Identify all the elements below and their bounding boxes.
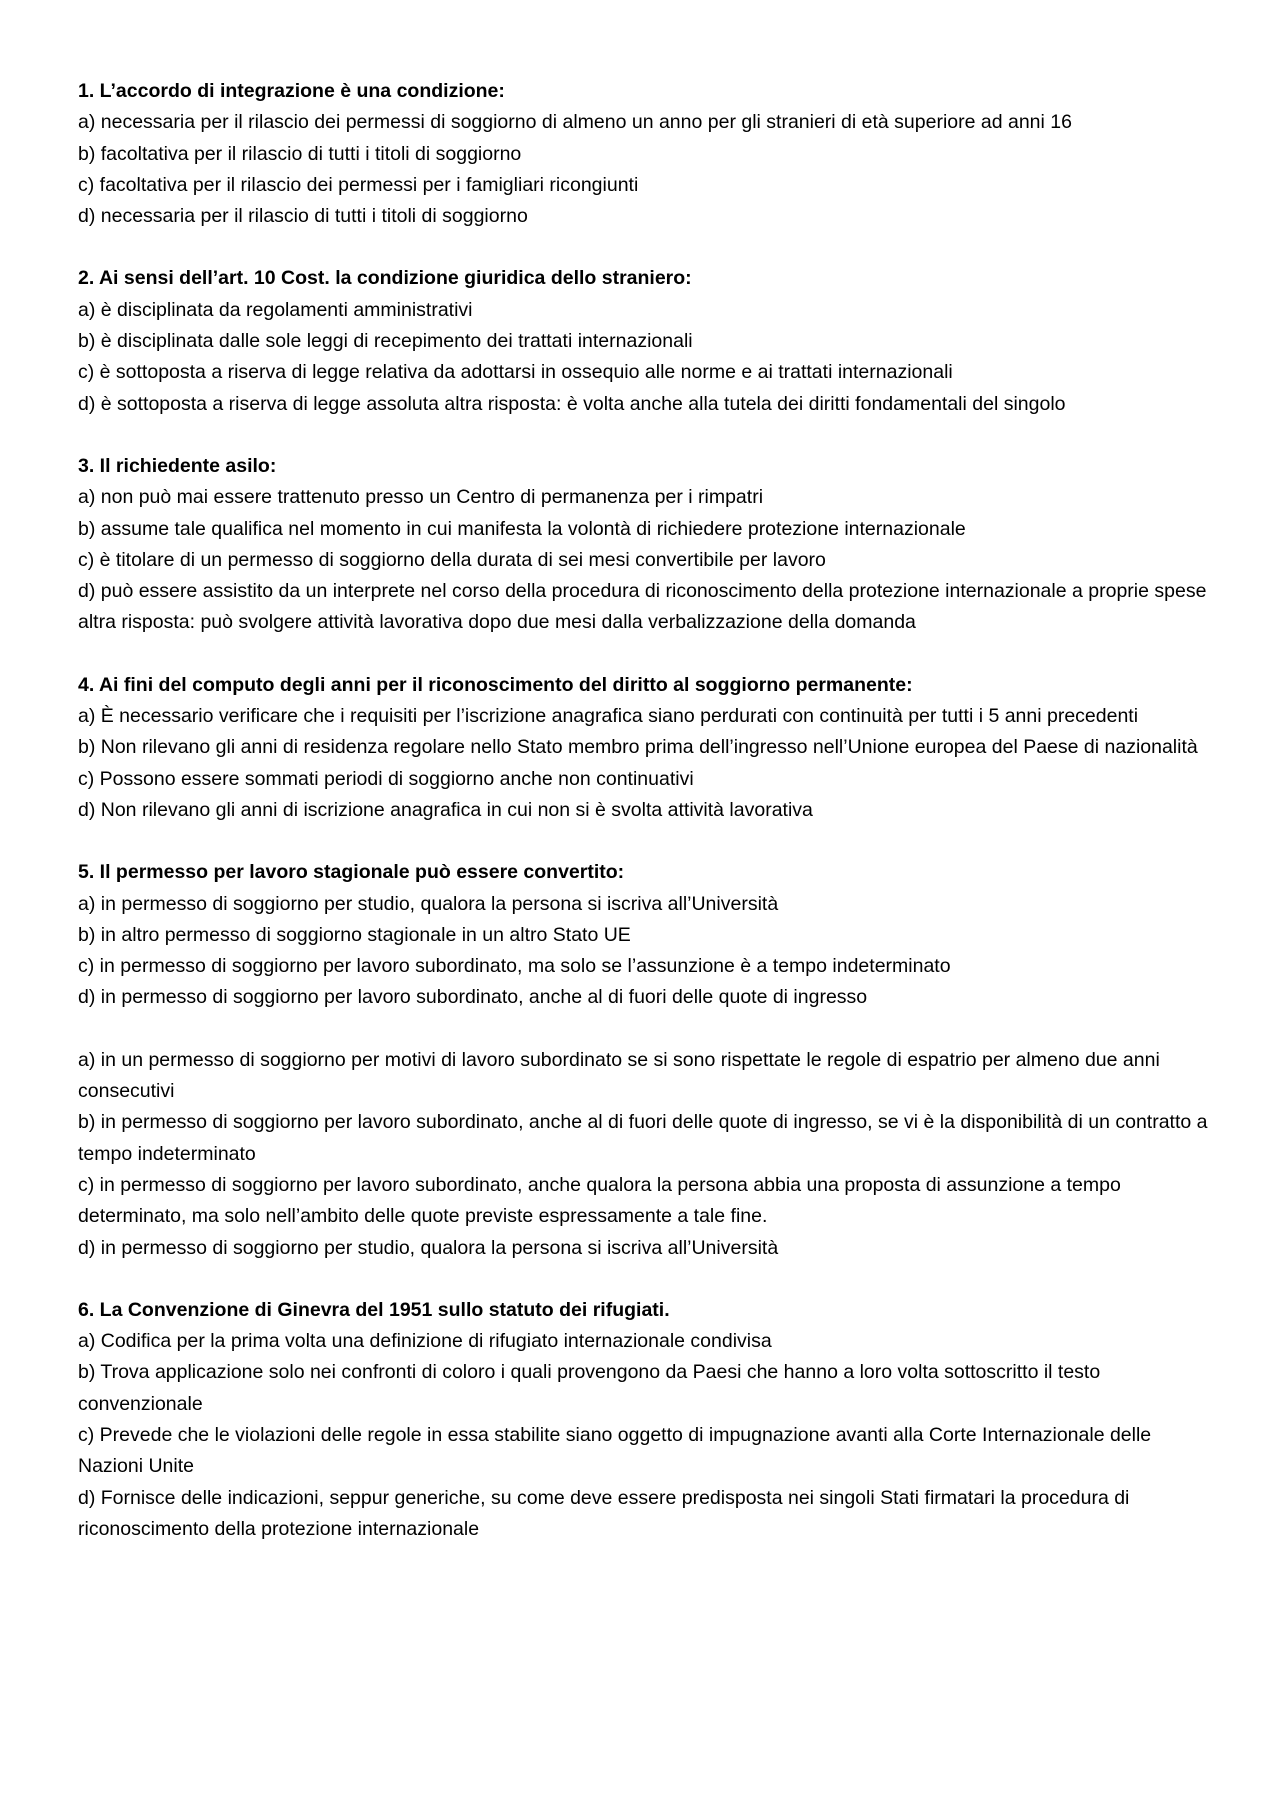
option-b: b) è disciplinata dalle sole leggi di recepimento dei trattati internazionali <box>78 330 693 353</box>
question-title: 3. Il richiedente asilo: <box>78 454 277 477</box>
question-4 <box>78 670 1218 826</box>
question-1 <box>78 76 1218 232</box>
option-c: c) in permesso di soggiorno per lavoro subordinato, ma solo se l’assunzione è a tempo indeterminato <box>78 955 951 978</box>
question-2 <box>78 263 1218 419</box>
question-title: 4. Ai fini del computo degli anni per il riconoscimento del diritto al soggiorno permanente: <box>78 673 913 696</box>
option-d: d) può essere assistito da un interprete nel corso della procedura di riconoscimento della protezione internazionale a proprie spese altra risposta: può svolgere attività lavorativa dopo due mesi dalla verbalizzazione della domanda <box>78 580 1207 634</box>
question-title: 1. L’accordo di integrazione è una condizione: <box>78 80 505 102</box>
option-a: a) È necessario verificare che i requisiti per l’iscrizione anagrafica siano perdurati con continuità per tutti i 5 anni precedenti <box>78 705 1139 728</box>
question-3 <box>78 451 1218 639</box>
option-d: d) in permesso di soggiorno per lavoro subordinato, anche al di fuori delle quote di ingresso <box>78 986 868 1009</box>
option-c: c) Possono essere sommati periodi di soggiorno anche non continuativi <box>78 767 694 790</box>
option-c: c) Prevede che le violazioni delle regole in essa stabilite siano oggetto di impugnazione avanti alla Corte Internazionale delle Nazioni Unite <box>78 1423 1152 1478</box>
option-d: d) è sottoposta a riserva di legge assoluta altra risposta: è volta anche alla tutela dei diritti fondamentali del singolo <box>78 392 1066 415</box>
option-a: a) in un permesso di soggiorno per motivi di lavoro subordinato se si sono rispettate le regole di espatrio per almeno due anni consecutivi <box>78 1048 1160 1103</box>
option-c: c) è titolare di un permesso di soggiorno della durata di sei mesi convertibile per lavoro <box>78 548 826 571</box>
option-d: d) in permesso di soggiorno per studio, qualora la persona si iscriva all’Università <box>78 1236 779 1259</box>
question-title: 6. La Convenzione di Ginevra del 1951 sullo statuto dei rifugiati. <box>78 1298 670 1321</box>
question-5-alternate-options <box>78 1045 1218 1264</box>
option-d: d) necessaria per il rilascio di tutti i titoli di soggiorno <box>78 205 528 228</box>
document-page <box>78 76 1218 1576</box>
option-b: b) facoltativa per il rilascio di tutti i titoli di soggiorno <box>78 142 522 165</box>
option-c: c) in permesso di soggiorno per lavoro subordinato, anche qualora la persona abbia una proposta di assunzione a tempo determinato, ma solo nell’ambito delle quote previste espressamente a tale fine. <box>78 1173 1121 1228</box>
question-title: 2. Ai sensi dell’art. 10 Cost. la condizione giuridica dello straniero: <box>78 267 692 290</box>
option-b: b) Trova applicazione solo nei confronti di coloro i quali provengono da Paesi che hanno a loro volta sottoscritto il testo convenzionale <box>78 1361 1101 1415</box>
option-a: a) Codifica per la prima volta una definizione di rifugiato internazionale condivisa <box>78 1330 772 1353</box>
option-b: b) in permesso di soggiorno per lavoro subordinato, anche al di fuori delle quote di ingresso, se vi è la disponibilità di un contratto a tempo indeterminato <box>78 1111 1208 1165</box>
question-6 <box>78 1295 1218 1545</box>
option-a: a) in permesso di soggiorno per studio, qualora la persona si iscriva all’Università <box>78 892 779 915</box>
option-b: b) assume tale qualifica nel momento in cui manifesta la volontà di richiedere protezione internazionale <box>78 517 966 540</box>
option-d: d) Fornisce delle indicazioni, seppur generiche, su come deve essere predisposta nei singoli Stati firmatari la procedura di riconoscimento della protezione internazionale <box>78 1486 1130 1540</box>
question-title: 5. Il permesso per lavoro stagionale può essere convertito: <box>78 861 625 884</box>
option-c: c) è sottoposta a riserva di legge relativa da adottarsi in ossequio alle norme e ai trattati internazionali <box>78 361 953 384</box>
option-a: a) necessaria per il rilascio dei permessi di soggiorno di almeno un anno per gli stranieri di età superiore ad anni 16 <box>78 111 1072 134</box>
option-b: b) Non rilevano gli anni di residenza regolare nello Stato membro prima dell’ingresso nell’Unione europea del Paese di nazionalità <box>78 736 1198 759</box>
option-c: c) facoltativa per il rilascio dei permessi per i famigliari ricongiunti <box>78 173 639 196</box>
option-a: a) è disciplinata da regolamenti amministrativi <box>78 298 473 321</box>
question-5 <box>78 857 1218 1013</box>
option-d: d) Non rilevano gli anni di iscrizione anagrafica in cui non si è svolta attività lavorativa <box>78 798 813 821</box>
option-a: a) non può mai essere trattenuto presso un Centro di permanenza per i rimpatri <box>78 486 764 509</box>
option-b: b) in altro permesso di soggiorno stagionale in un altro Stato UE <box>78 923 631 946</box>
